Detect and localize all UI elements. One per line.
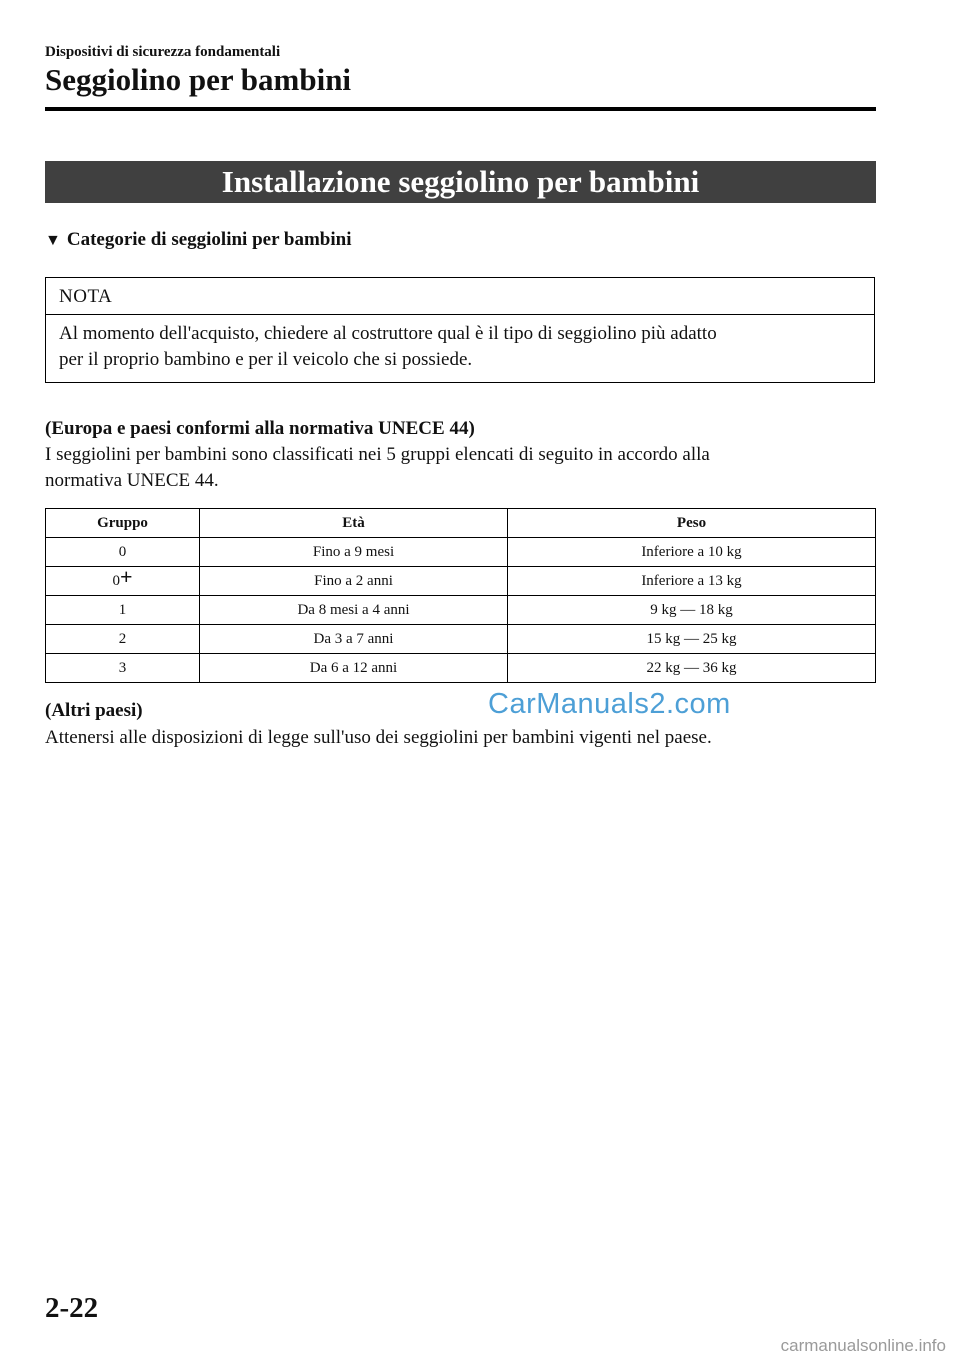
triangle-marker-icon: ▼ — [45, 232, 61, 249]
cell-age: Da 6 a 12 anni — [200, 654, 508, 683]
europe-line: normativa UNECE 44. — [45, 470, 219, 491]
watermark-logo: CarManuals2.com — [488, 688, 731, 720]
note-line: Al momento dell'acquisto, chiedere al costruttore qual è il tipo di seggiolino più adatto — [59, 323, 717, 344]
cell-weight: 22 kg ― 36 kg — [508, 654, 876, 683]
plus-icon: + — [119, 564, 133, 589]
chapter-title: Dispositivi di sicurezza fondamentali — [45, 44, 281, 60]
header-peso: Peso — [508, 509, 876, 538]
table-row — [46, 596, 876, 625]
cell-group — [46, 538, 200, 567]
cell-group — [46, 564, 200, 596]
header-eta: Età — [200, 509, 508, 538]
cell-weight: Inferiore a 13 kg — [508, 567, 876, 596]
europe-heading: (Europa e paesi conformi alla normativa UNECE 44) — [45, 418, 475, 439]
group-value: 2 — [118, 631, 127, 647]
group-value: 3 — [118, 660, 127, 676]
cell-weight: 9 kg ― 18 kg — [508, 596, 876, 625]
europe-paragraph — [45, 442, 875, 494]
note-line: per il proprio bambino e per il veicolo che si possiede. — [59, 349, 473, 370]
subheading — [45, 229, 352, 251]
cell-group — [46, 654, 200, 683]
table-row — [46, 654, 876, 683]
cell-group — [46, 596, 200, 625]
table-row — [46, 625, 876, 654]
header-rule — [45, 107, 876, 111]
group-value: 1 — [118, 602, 127, 618]
cell-group — [46, 625, 200, 654]
group-value: 0 — [118, 544, 127, 560]
cell-weight: 15 kg ― 25 kg — [508, 625, 876, 654]
note-text — [46, 315, 874, 373]
cell-age: Da 8 mesi a 4 anni — [200, 596, 508, 625]
cell-weight: Inferiore a 10 kg — [508, 538, 876, 567]
table-row — [46, 538, 876, 567]
topic-banner: Installazione seggiolino per bambini — [45, 161, 876, 203]
group-value: 0 — [112, 573, 120, 589]
section-title: Seggiolino per bambini — [45, 62, 352, 97]
note-box — [45, 277, 875, 383]
other-countries-paragraph: Attenersi alle disposizioni di legge sull'uso dei seggiolini per bambini vigenti nel paese. — [45, 727, 712, 748]
footer-watermark: carmanualsonline.info — [780, 1336, 946, 1355]
group-table — [45, 508, 876, 683]
cell-age: Fino a 9 mesi — [200, 538, 508, 567]
page-number: 2-22 — [45, 1292, 99, 1324]
subheading-text: Categorie di seggiolini per bambini — [66, 229, 352, 250]
table-header-row — [46, 509, 876, 538]
cell-age: Da 3 a 7 anni — [200, 625, 508, 654]
header-gruppo: Gruppo — [46, 509, 200, 538]
other-countries-heading: (Altri paesi) — [45, 700, 143, 721]
table-row — [46, 567, 876, 596]
europe-line: I seggiolini per bambini sono classificati nei 5 gruppi elencati di seguito in accordo alla — [45, 444, 710, 465]
note-title: NOTA — [46, 278, 874, 315]
cell-age: Fino a 2 anni — [200, 567, 508, 596]
